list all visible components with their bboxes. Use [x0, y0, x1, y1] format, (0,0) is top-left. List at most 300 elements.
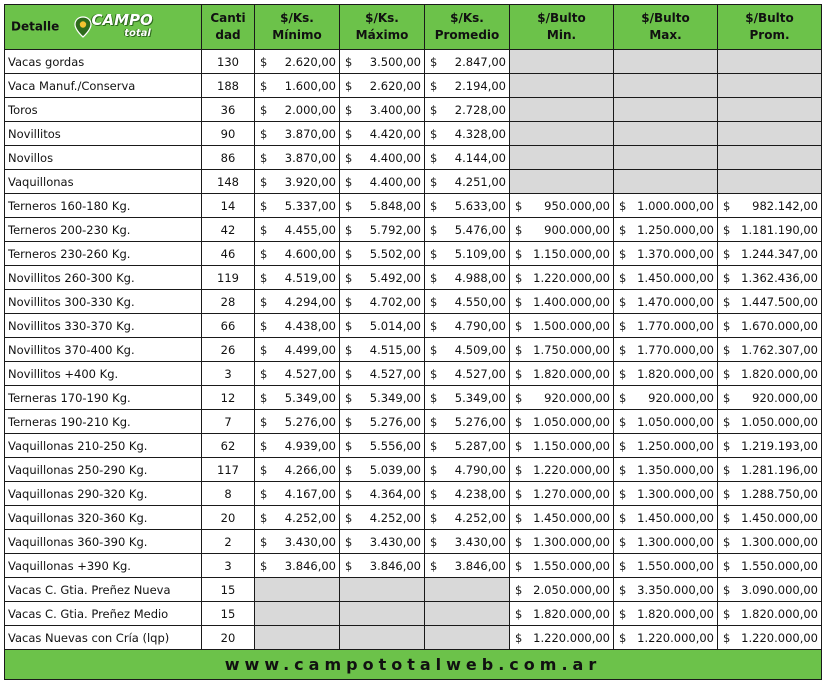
currency-symbol: $ [723, 198, 731, 213]
currency-symbol: $ [723, 342, 731, 357]
price-value: 1.050.000,00 [741, 414, 818, 429]
currency-symbol: $ [260, 174, 268, 189]
table-row [5, 362, 822, 386]
currency-symbol: $ [515, 366, 523, 381]
logo-main-text: CAMPO [91, 11, 153, 29]
price-kmin [255, 122, 340, 146]
price-bmin [510, 530, 614, 554]
price-kmax [340, 290, 425, 314]
table-row [5, 506, 822, 530]
price-value: 4.550,00 [454, 294, 506, 309]
price-value: 1.050.000,00 [637, 414, 714, 429]
row-detalle: Vacas Nuevas con Cría (lqp) [5, 626, 202, 650]
price-value: 920.000,00 [752, 390, 818, 405]
price-value: 1.150.000,00 [533, 438, 610, 453]
price-value: 1.288.750,00 [741, 486, 818, 501]
price-bprom [718, 266, 822, 290]
price-value: 4.167,00 [284, 486, 336, 501]
price-value: 1.150.000,00 [533, 246, 610, 261]
row-cantidad: 20 [202, 626, 255, 650]
price-value: 5.287,00 [454, 438, 506, 453]
price-value: 950.000,00 [544, 198, 610, 213]
price-bmin [510, 338, 614, 362]
currency-symbol: $ [723, 270, 731, 285]
table-row [5, 50, 822, 74]
empty-cell [340, 626, 425, 650]
currency-symbol: $ [619, 390, 627, 405]
currency-symbol: $ [430, 270, 438, 285]
row-detalle: Vacas C. Gtia. Preñez Nueva [5, 578, 202, 602]
logo-sub-text: total [124, 28, 151, 39]
price-value: 5.337,00 [284, 198, 336, 213]
price-bmax [614, 242, 718, 266]
price-value: 1.219.193,00 [741, 438, 818, 453]
price-value: 1.220.000,00 [533, 630, 610, 645]
header-bulto-min: $/Bulto Min. [510, 5, 614, 50]
price-kmin [255, 314, 340, 338]
price-kmin [255, 530, 340, 554]
price-kmin [255, 338, 340, 362]
currency-symbol: $ [260, 366, 268, 381]
currency-symbol: $ [515, 198, 523, 213]
price-kmax [340, 170, 425, 194]
currency-symbol: $ [430, 414, 438, 429]
price-value: 1.220.000,00 [637, 630, 714, 645]
currency-symbol: $ [260, 222, 268, 237]
price-kprom [425, 458, 510, 482]
row-detalle: Terneros 160-180 Kg. [5, 194, 202, 218]
currency-symbol: $ [345, 342, 353, 357]
price-value: 1.181.190,00 [741, 222, 818, 237]
table-row [5, 554, 822, 578]
price-value: 1.450.000,00 [741, 510, 818, 525]
price-value: 1.600,00 [284, 78, 336, 93]
price-value: 1.220.000,00 [741, 630, 818, 645]
price-kprom [425, 266, 510, 290]
currency-symbol: $ [260, 198, 268, 213]
empty-cell [614, 98, 718, 122]
price-bprom [718, 554, 822, 578]
currency-symbol: $ [260, 102, 268, 117]
table-row [5, 602, 822, 626]
empty-cell [614, 74, 718, 98]
price-value: 3.430,00 [369, 534, 421, 549]
currency-symbol: $ [515, 390, 523, 405]
currency-symbol: $ [619, 246, 627, 261]
currency-symbol: $ [723, 294, 731, 309]
currency-symbol: $ [345, 486, 353, 501]
price-value: 1.250.000,00 [637, 438, 714, 453]
price-kprom [425, 170, 510, 194]
price-value: 4.527,00 [284, 366, 336, 381]
price-bprom [718, 338, 822, 362]
price-bmax [614, 482, 718, 506]
currency-symbol: $ [515, 558, 523, 573]
empty-cell [510, 170, 614, 194]
price-kmax [340, 218, 425, 242]
currency-symbol: $ [345, 246, 353, 261]
price-bmax [614, 602, 718, 626]
price-value: 4.252,00 [284, 510, 336, 525]
currency-symbol: $ [515, 414, 523, 429]
price-kmax [340, 266, 425, 290]
price-value: 1.400.000,00 [533, 294, 610, 309]
price-kmax [340, 98, 425, 122]
price-kmax [340, 194, 425, 218]
empty-cell [425, 578, 510, 602]
empty-cell [718, 170, 822, 194]
price-value: 2.000,00 [284, 102, 336, 117]
price-bprom [718, 194, 822, 218]
price-value: 4.702,00 [369, 294, 421, 309]
price-bprom [718, 218, 822, 242]
currency-symbol: $ [619, 294, 627, 309]
table-row [5, 386, 822, 410]
price-value: 1.770.000,00 [637, 342, 714, 357]
currency-symbol: $ [515, 270, 523, 285]
currency-symbol: $ [430, 102, 438, 117]
price-value: 1.770.000,00 [637, 318, 714, 333]
empty-cell [614, 122, 718, 146]
price-bprom [718, 578, 822, 602]
price-bmax [614, 554, 718, 578]
row-detalle: Novillitos [5, 122, 202, 146]
empty-cell [510, 122, 614, 146]
header-row [5, 5, 822, 50]
price-value: 1.450.000,00 [533, 510, 610, 525]
currency-symbol: $ [260, 270, 268, 285]
currency-symbol: $ [345, 318, 353, 333]
price-value: 3.920,00 [284, 174, 336, 189]
currency-symbol: $ [723, 366, 731, 381]
price-value: 1.300.000,00 [741, 534, 818, 549]
currency-symbol: $ [345, 462, 353, 477]
price-value: 1.281.196,00 [741, 462, 818, 477]
price-value: 4.420,00 [369, 126, 421, 141]
price-value: 1.370.000,00 [637, 246, 714, 261]
row-cantidad: 7 [202, 410, 255, 434]
price-kprom [425, 50, 510, 74]
row-cantidad: 28 [202, 290, 255, 314]
currency-symbol: $ [260, 462, 268, 477]
price-bmax [614, 194, 718, 218]
table-row [5, 578, 822, 602]
row-detalle: Vaquillonas 290-320 Kg. [5, 482, 202, 506]
price-value: 4.400,00 [369, 150, 421, 165]
currency-symbol: $ [260, 294, 268, 309]
price-value: 1.000.000,00 [637, 198, 714, 213]
price-kprom [425, 410, 510, 434]
empty-cell [510, 50, 614, 74]
price-kprom [425, 74, 510, 98]
empty-cell [718, 98, 822, 122]
table-row [5, 458, 822, 482]
currency-symbol: $ [430, 222, 438, 237]
currency-symbol: $ [430, 342, 438, 357]
price-value: 5.633,00 [454, 198, 506, 213]
row-cantidad: 62 [202, 434, 255, 458]
empty-cell [340, 578, 425, 602]
currency-symbol: $ [430, 390, 438, 405]
empty-cell [510, 98, 614, 122]
price-value: 1.820.000,00 [637, 366, 714, 381]
empty-cell [718, 74, 822, 98]
price-kmax [340, 146, 425, 170]
price-value: 4.515,00 [369, 342, 421, 357]
price-bprom [718, 482, 822, 506]
currency-symbol: $ [619, 318, 627, 333]
currency-symbol: $ [345, 222, 353, 237]
currency-symbol: $ [619, 606, 627, 621]
price-value: 1.762.307,00 [741, 342, 818, 357]
header-cantidad: Canti dad [202, 5, 255, 50]
currency-symbol: $ [430, 54, 438, 69]
table-row [5, 146, 822, 170]
price-bprom [718, 602, 822, 626]
price-value: 1.470.000,00 [637, 294, 714, 309]
currency-symbol: $ [430, 198, 438, 213]
price-value: 1.447.500,00 [741, 294, 818, 309]
table-row [5, 170, 822, 194]
price-value: 900.000,00 [544, 222, 610, 237]
currency-symbol: $ [619, 558, 627, 573]
currency-symbol: $ [430, 486, 438, 501]
price-bprom [718, 314, 822, 338]
price-kmax [340, 506, 425, 530]
price-bmax [614, 626, 718, 650]
price-value: 4.251,00 [454, 174, 506, 189]
price-kmin [255, 170, 340, 194]
row-cantidad: 15 [202, 578, 255, 602]
price-value: 3.870,00 [284, 150, 336, 165]
price-bmin [510, 506, 614, 530]
price-value: 4.527,00 [454, 366, 506, 381]
row-cantidad: 36 [202, 98, 255, 122]
empty-cell [425, 602, 510, 626]
price-value: 3.430,00 [454, 534, 506, 549]
price-bmin [510, 194, 614, 218]
row-cantidad: 66 [202, 314, 255, 338]
currency-symbol: $ [260, 534, 268, 549]
price-value: 1.820.000,00 [533, 606, 610, 621]
price-kmax [340, 338, 425, 362]
price-value: 1.244.347,00 [741, 246, 818, 261]
row-cantidad: 90 [202, 122, 255, 146]
price-kprom [425, 290, 510, 314]
currency-symbol: $ [430, 462, 438, 477]
empty-cell [718, 146, 822, 170]
price-bmin [510, 386, 614, 410]
price-bmin [510, 266, 614, 290]
row-cantidad: 46 [202, 242, 255, 266]
price-bprom [718, 290, 822, 314]
row-cantidad: 42 [202, 218, 255, 242]
price-value: 4.364,00 [369, 486, 421, 501]
price-value: 5.276,00 [369, 414, 421, 429]
price-value: 4.988,00 [454, 270, 506, 285]
price-bprom [718, 506, 822, 530]
currency-symbol: $ [430, 126, 438, 141]
currency-symbol: $ [723, 318, 731, 333]
price-value: 1.820.000,00 [637, 606, 714, 621]
table-row [5, 314, 822, 338]
price-kmax [340, 242, 425, 266]
price-value: 4.790,00 [454, 462, 506, 477]
currency-symbol: $ [723, 246, 731, 261]
empty-cell [510, 146, 614, 170]
header-kg-min: $/Ks. Mínimo [255, 5, 340, 50]
currency-symbol: $ [723, 606, 731, 621]
price-value: 5.039,00 [369, 462, 421, 477]
price-value: 1.670.000,00 [741, 318, 818, 333]
empty-cell [255, 578, 340, 602]
currency-symbol: $ [345, 390, 353, 405]
currency-symbol: $ [260, 558, 268, 573]
price-kmin [255, 218, 340, 242]
currency-symbol: $ [345, 438, 353, 453]
price-bprom [718, 626, 822, 650]
price-value: 3.500,00 [369, 54, 421, 69]
price-value: 4.519,00 [284, 270, 336, 285]
currency-symbol: $ [515, 438, 523, 453]
price-value: 4.266,00 [284, 462, 336, 477]
header-bulto-prom: $/Bulto Prom. [718, 5, 822, 50]
price-kprom [425, 98, 510, 122]
price-bmin [510, 434, 614, 458]
currency-symbol: $ [515, 486, 523, 501]
price-kmin [255, 146, 340, 170]
price-bprom [718, 530, 822, 554]
price-value: 1.050.000,00 [533, 414, 610, 429]
price-value: 5.276,00 [284, 414, 336, 429]
price-value: 3.430,00 [284, 534, 336, 549]
currency-symbol: $ [260, 150, 268, 165]
currency-symbol: $ [619, 510, 627, 525]
currency-symbol: $ [345, 558, 353, 573]
currency-symbol: $ [723, 438, 731, 453]
table-row [5, 194, 822, 218]
price-kmin [255, 506, 340, 530]
table-row [5, 338, 822, 362]
currency-symbol: $ [723, 390, 731, 405]
currency-symbol: $ [619, 222, 627, 237]
map-pin-icon [74, 16, 92, 38]
currency-symbol: $ [515, 222, 523, 237]
price-bmin [510, 362, 614, 386]
price-value: 3.846,00 [369, 558, 421, 573]
table-row [5, 242, 822, 266]
price-bmax [614, 218, 718, 242]
table-row [5, 434, 822, 458]
price-value: 1.220.000,00 [533, 462, 610, 477]
table-row [5, 530, 822, 554]
price-value: 2.728,00 [454, 102, 506, 117]
header-detalle [5, 5, 202, 50]
price-kmax [340, 122, 425, 146]
table-row [5, 482, 822, 506]
empty-cell [614, 170, 718, 194]
row-detalle: Novillitos +400 Kg. [5, 362, 202, 386]
campo-total-logo [74, 13, 153, 41]
price-kmax [340, 410, 425, 434]
price-kmin [255, 554, 340, 578]
currency-symbol: $ [260, 78, 268, 93]
price-kmax [340, 554, 425, 578]
price-kprom [425, 554, 510, 578]
price-kmax [340, 386, 425, 410]
price-bmin [510, 578, 614, 602]
currency-symbol: $ [430, 174, 438, 189]
currency-symbol: $ [619, 582, 627, 597]
currency-symbol: $ [345, 294, 353, 309]
website-link[interactable]: www.campototalweb.com.ar [5, 650, 822, 680]
price-kprom [425, 506, 510, 530]
price-value: 4.790,00 [454, 318, 506, 333]
price-kprom [425, 218, 510, 242]
price-value: 5.349,00 [454, 390, 506, 405]
row-cantidad: 2 [202, 530, 255, 554]
price-value: 5.502,00 [369, 246, 421, 261]
price-value: 3.870,00 [284, 126, 336, 141]
currency-symbol: $ [260, 486, 268, 501]
price-value: 1.550.000,00 [637, 558, 714, 573]
table-row [5, 626, 822, 650]
price-value: 4.252,00 [369, 510, 421, 525]
row-cantidad: 8 [202, 482, 255, 506]
currency-symbol: $ [723, 582, 731, 597]
price-bmax [614, 530, 718, 554]
price-kmin [255, 410, 340, 434]
price-value: 920.000,00 [648, 390, 714, 405]
price-bmax [614, 410, 718, 434]
row-detalle: Vaquillonas +390 Kg. [5, 554, 202, 578]
price-bmax [614, 386, 718, 410]
row-cantidad: 119 [202, 266, 255, 290]
price-bprom [718, 458, 822, 482]
price-value: 920.000,00 [544, 390, 610, 405]
price-kprom [425, 242, 510, 266]
currency-symbol: $ [345, 534, 353, 549]
price-bmax [614, 314, 718, 338]
price-value: 5.276,00 [454, 414, 506, 429]
row-cantidad: 188 [202, 74, 255, 98]
currency-symbol: $ [619, 630, 627, 645]
empty-cell [718, 50, 822, 74]
price-value: 4.600,00 [284, 246, 336, 261]
price-value: 982.142,00 [752, 198, 818, 213]
table-row [5, 218, 822, 242]
price-value: 1.820.000,00 [533, 366, 610, 381]
currency-symbol: $ [430, 78, 438, 93]
price-bmin [510, 242, 614, 266]
currency-symbol: $ [723, 630, 731, 645]
price-value: 3.350.000,00 [637, 582, 714, 597]
currency-symbol: $ [430, 438, 438, 453]
price-value: 2.620,00 [369, 78, 421, 93]
price-bprom [718, 386, 822, 410]
row-detalle: Vaquillonas [5, 170, 202, 194]
row-cantidad: 148 [202, 170, 255, 194]
price-value: 1.500.000,00 [533, 318, 610, 333]
row-cantidad: 15 [202, 602, 255, 626]
currency-symbol: $ [515, 630, 523, 645]
price-bmin [510, 482, 614, 506]
currency-symbol: $ [345, 366, 353, 381]
currency-symbol: $ [430, 150, 438, 165]
price-value: 1.362.436,00 [741, 270, 818, 285]
price-value: 4.144,00 [454, 150, 506, 165]
table-body [5, 50, 822, 650]
